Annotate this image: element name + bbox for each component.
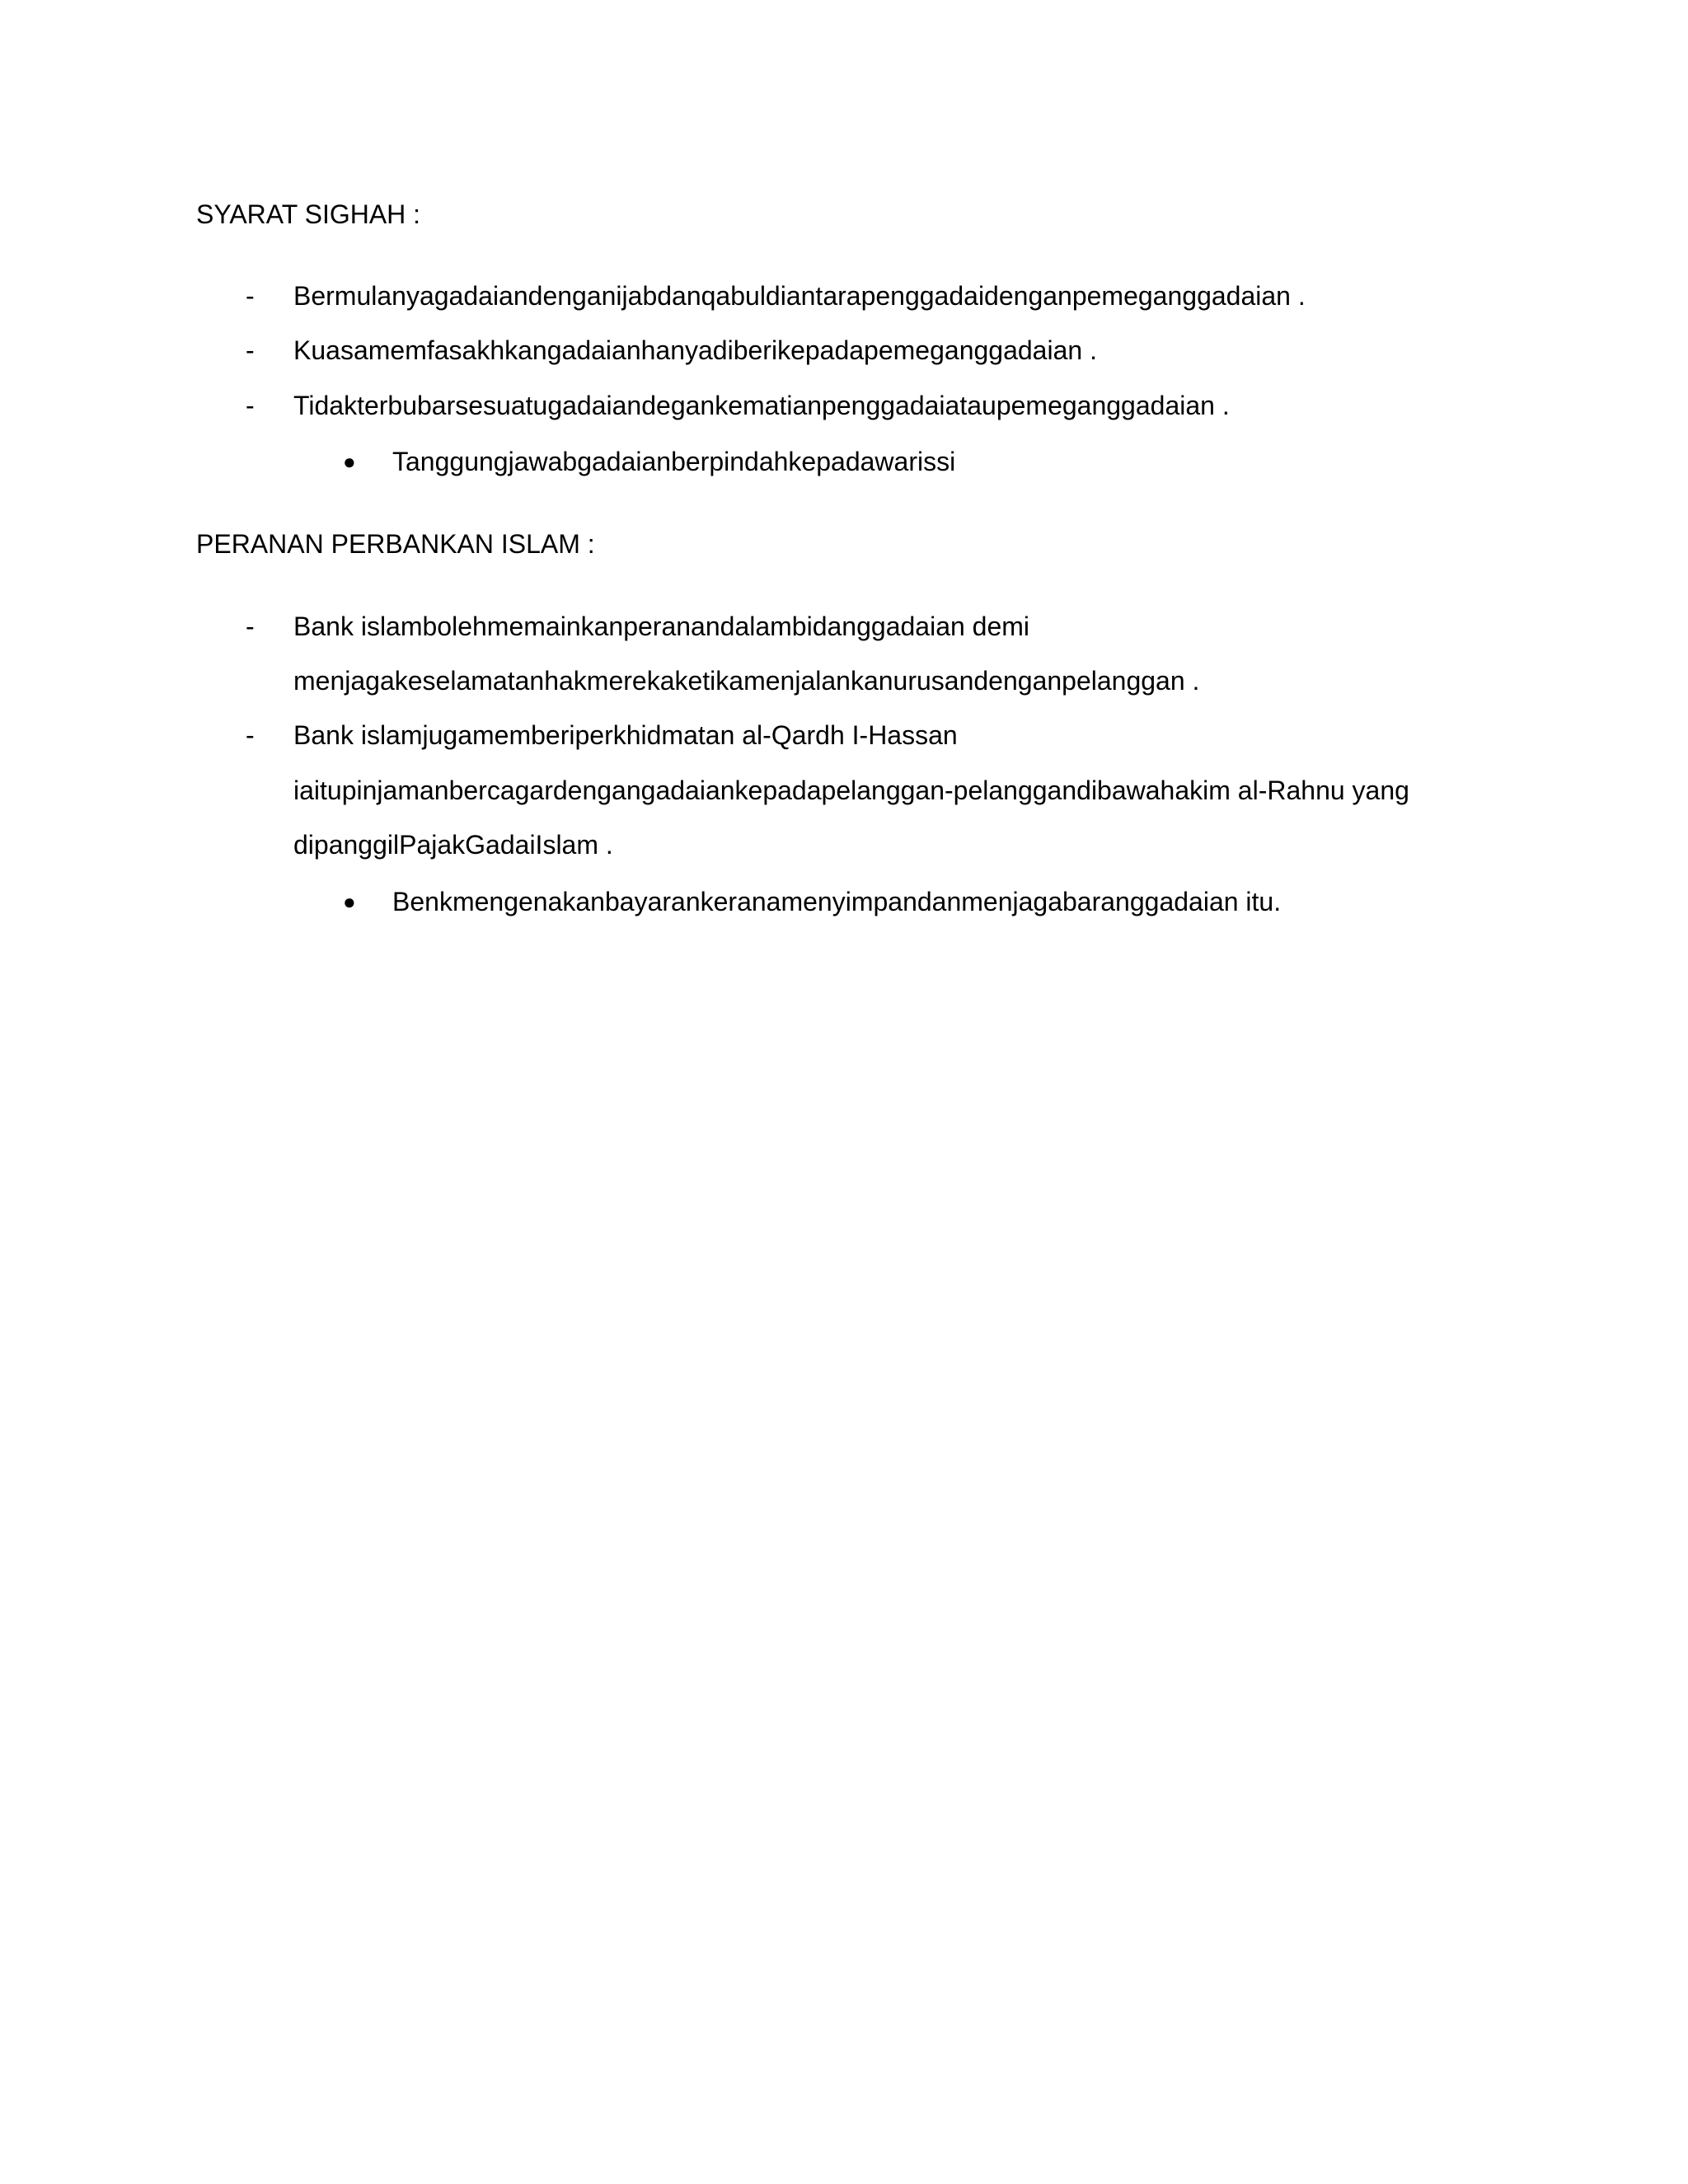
list-item-line: Bank islamjugamemberiperkhidmatan al-Qardh I-Hassan — [293, 720, 958, 750]
list-marker: - — [246, 612, 255, 641]
list-item-line: Bank islambolehmemainkanperanandalambidanggadaian demi — [293, 612, 1030, 641]
list-marker: - — [246, 391, 255, 420]
list-item: Kuasamemfasakhkangadaianhanyadiberikepadapemeganggadaian . — [293, 335, 1097, 365]
list-item: Bermulanyagadaiandenganijabdanqabuldiantarapenggadaidenganpemeganggadaian . — [293, 281, 1306, 311]
list-item-line: menjagakeselamatanhakmerekaketikamenjalankanurusandenganpelanggan . — [293, 666, 1200, 696]
section-heading-peranan-perbankan-islam: PERANAN PERBANKAN ISLAM : — [196, 529, 595, 559]
list-marker: - — [246, 720, 255, 750]
bullet-marker: ● — [343, 449, 356, 474]
list-marker: - — [246, 281, 255, 311]
section-heading-syarat-sighah: SYARAT SIGHAH : — [196, 199, 421, 229]
list-item-line: dipanggilPajakGadaiIslam . — [293, 830, 613, 860]
bullet-marker: ● — [343, 889, 356, 914]
bullet-item: Tanggungjawabgadaianberpindahkepadawarissi — [392, 447, 956, 476]
list-item: Tidakterbubarsesuatugadaiandegankematianpenggadaiataupemeganggadaian . — [293, 391, 1230, 420]
list-item-line: iaitupinjamanbercagardengangadaiankepadapelanggan-pelanggandibawahakim al-Rahnu yang — [293, 776, 1409, 805]
list-marker: - — [246, 335, 255, 365]
bullet-item: Benkmengenakanbayarankeranamenyimpandanmenjagabaranggadaian itu. — [392, 887, 1282, 916]
